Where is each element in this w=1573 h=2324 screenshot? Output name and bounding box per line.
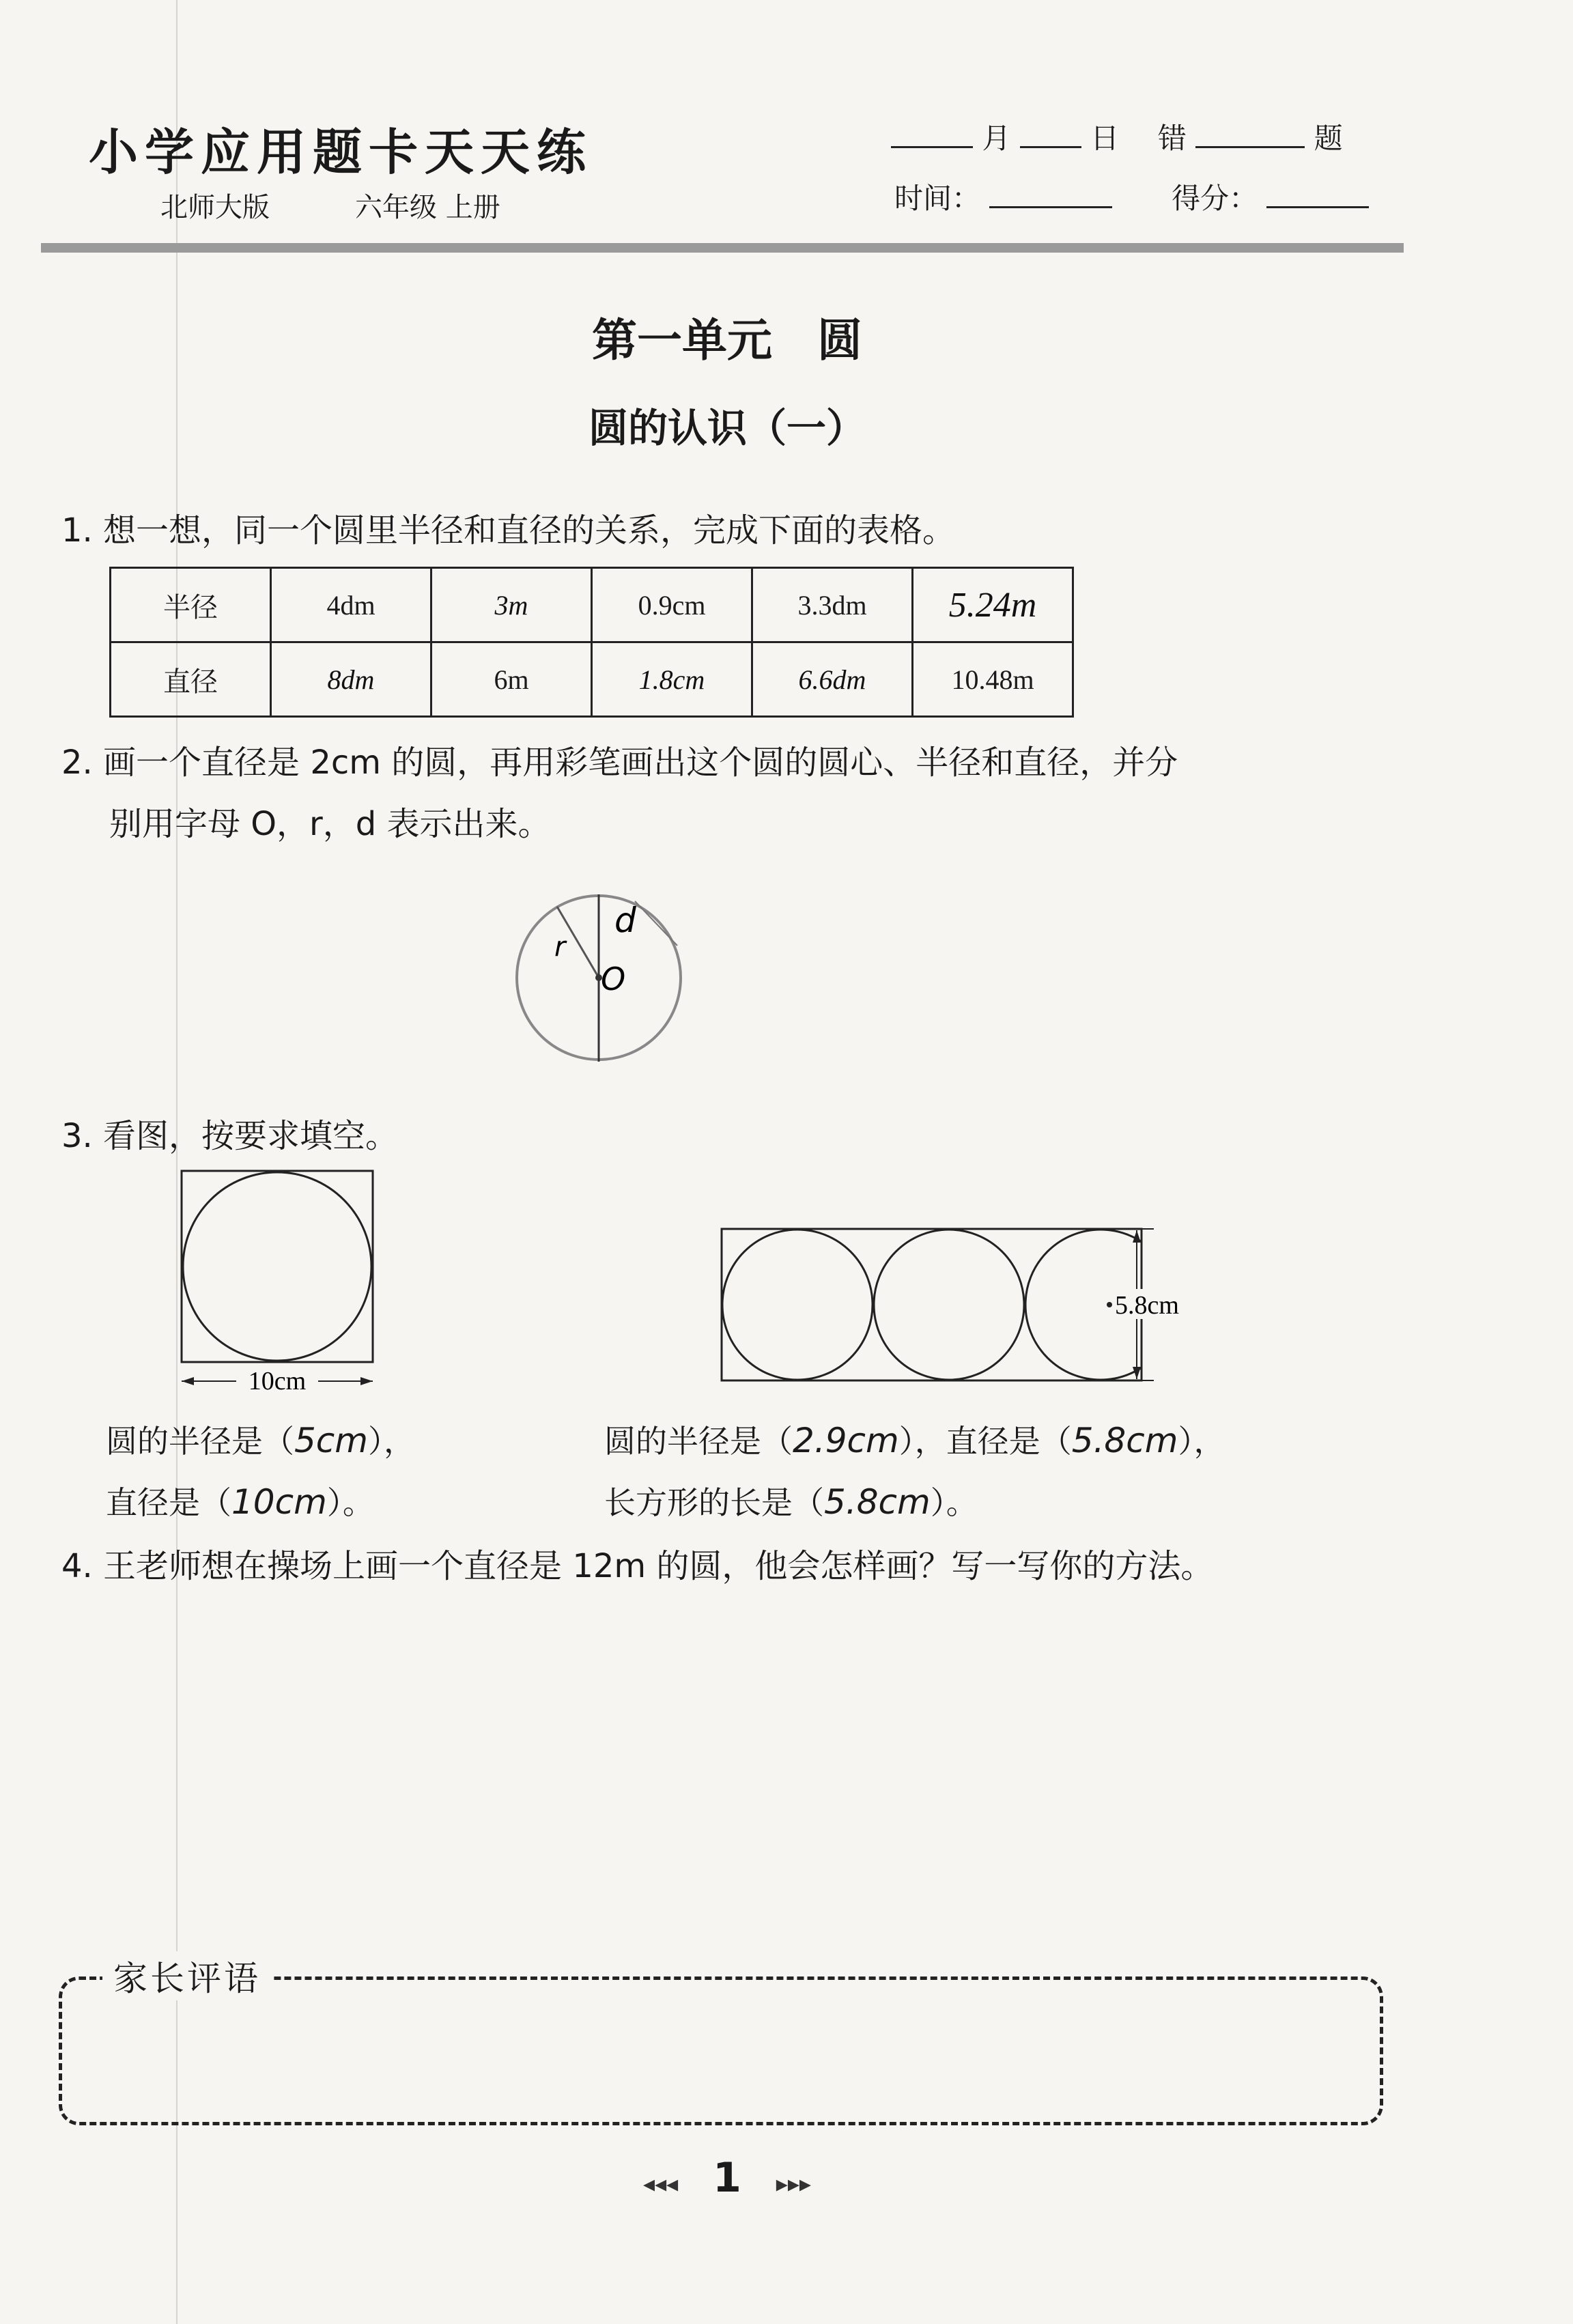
radius-cell-3: 0.9cm (592, 568, 752, 642)
lesson-title: 圆的认识（一） (588, 405, 866, 451)
label-d: d (614, 901, 636, 940)
date-fields (891, 116, 1343, 157)
right-radius-prefix: 圆的半径是（ (604, 1423, 793, 1460)
left-radius-line (106, 1417, 415, 1462)
wrong-count-blank[interactable] (1195, 141, 1305, 148)
edition-label: 北师大版 (160, 192, 270, 223)
circle-1 (722, 1230, 873, 1380)
diameter-cell-2: 6m (431, 642, 592, 717)
square-circle-figure (171, 1164, 389, 1396)
right-length-suffix: ）。 (930, 1484, 978, 1521)
right-length-line (604, 1478, 978, 1523)
left-diameter-suffix: ）。 (326, 1484, 374, 1521)
radius-cell-4: 3.3dm (752, 568, 913, 642)
right-radius-line (604, 1417, 1225, 1462)
stray-mark (635, 901, 677, 946)
question-4: 4. 王老师想在操场上画一个直径是 12m 的圆，他会怎样画？写一写你的方法。 (61, 1547, 1214, 1585)
left-diameter-prefix: 直径是（ (106, 1484, 231, 1521)
parent-comment-label: 家长评语 (102, 1951, 272, 2000)
diameter-answer-4[interactable]: 6.6dm (752, 642, 913, 717)
left-diameter-line (106, 1478, 374, 1523)
left-radius-prefix: 圆的半径是（ (106, 1423, 294, 1460)
score-blank[interactable] (1266, 201, 1369, 208)
right-diameter-suffix: ）， (1178, 1423, 1225, 1460)
day-blank[interactable] (1020, 141, 1081, 148)
prev-arrows-icon: ◂◂◂ (643, 2170, 679, 2198)
left-radius-suffix: ）， (368, 1423, 416, 1460)
right-radius-suffix: ），直径是（ (898, 1423, 1072, 1460)
mark-dot (1107, 1302, 1112, 1307)
right-length-prefix: 长方形的长是（ (604, 1484, 824, 1521)
question-2-line1: 2. 画一个直径是 2cm 的圆，再用彩笔画出这个圆的圆心、半径和直径，并分 (61, 743, 1178, 782)
page-number-row (0, 2154, 1454, 2202)
arrow-right (360, 1377, 373, 1385)
radius-answer-2[interactable]: 3m (431, 568, 592, 642)
radius-diameter-table (109, 567, 1074, 718)
header-divider (41, 243, 1404, 253)
question-label: 题 (1314, 122, 1343, 155)
diameter-cell-5: 10.48m (913, 642, 1073, 717)
unit-title: 第一单元 圆 (592, 314, 862, 367)
label-o: O (601, 961, 626, 997)
height-label: 5.8cm (1115, 1291, 1179, 1320)
time-label: 时间： (894, 182, 981, 215)
right-radius-answer[interactable]: 2.9cm (793, 1421, 899, 1460)
arrow-left (182, 1377, 194, 1385)
diameter-answer-1[interactable]: 8dm (271, 642, 431, 717)
table-row-diameter (111, 642, 1073, 717)
grade-label: 六年级 上册 (355, 192, 500, 223)
row-label-diameter: 直径 (111, 642, 271, 717)
radius-cell-1: 4dm (271, 568, 431, 642)
question-2-line2: 别用字母 O，r，d 表示出来。 (109, 805, 551, 843)
day-label: 日 (1090, 122, 1120, 155)
wrong-label: 错 (1157, 122, 1187, 155)
left-diameter-answer[interactable]: 10cm (231, 1482, 327, 1522)
series-title: 小学应用题卡天天练 (89, 123, 593, 181)
time-score-fields (894, 176, 1369, 217)
rectangle (722, 1229, 1142, 1380)
question-1: 1. 想一想，同一个圆里半径和直径的关系，完成下面的表格。 (61, 511, 956, 550)
right-length-answer[interactable]: 5.8cm (824, 1482, 931, 1522)
radius-answer-5[interactable]: 5.24m (913, 568, 1073, 642)
score-label: 得分： (1172, 182, 1258, 215)
inscribed-circle (183, 1172, 371, 1361)
label-r: r (554, 931, 566, 963)
width-label: 10cm (248, 1367, 307, 1395)
right-diameter-answer[interactable]: 5.8cm (1071, 1421, 1178, 1460)
circle-2 (874, 1230, 1024, 1380)
time-blank[interactable] (989, 201, 1112, 208)
question-3: 3. 看图，按要求填空。 (61, 1117, 399, 1155)
left-radius-answer[interactable]: 5cm (294, 1421, 369, 1460)
table-row-radius (111, 568, 1073, 642)
next-arrows-icon: ▸▸▸ (776, 2170, 811, 2198)
month-blank[interactable] (891, 141, 973, 148)
month-label: 月 (982, 122, 1011, 155)
rectangle-circles-figure (713, 1222, 1219, 1393)
diameter-answer-3[interactable]: 1.8cm (592, 642, 752, 717)
row-label-radius: 半径 (111, 568, 271, 642)
circle-drawing (505, 888, 696, 1079)
page-number: 1 (713, 2154, 741, 2202)
answer-area-q4[interactable] (75, 1598, 1359, 1898)
